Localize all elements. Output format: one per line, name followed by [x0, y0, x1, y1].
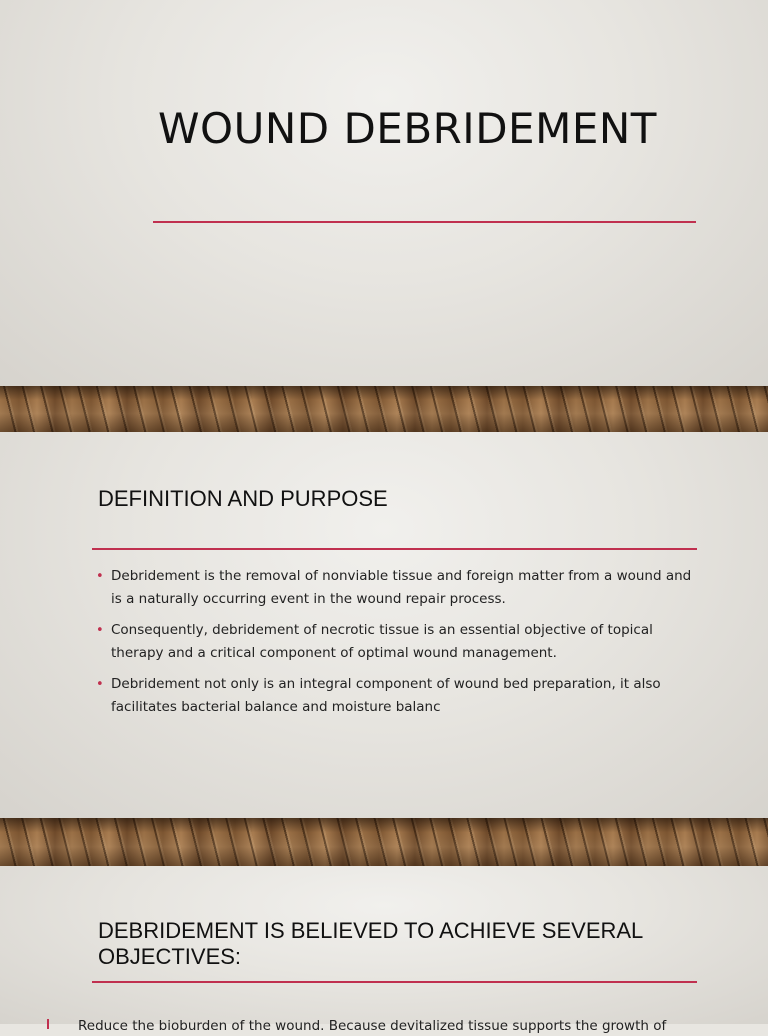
bullet-text: Consequently, debridement of necrotic tissue is an essential objective of topical therapy and a critical component of optimal wound management.	[111, 622, 653, 661]
bullet-marker-icon	[47, 1019, 49, 1029]
bullet-item	[96, 619, 696, 665]
bullet-text: Debridement not only is an integral component of wound bed preparation, it also facilitates bacterial balance and moisture balanc	[111, 676, 661, 715]
objectives-first-item: Reduce the bioburden of the wound. Because devitalized tissue supports the growth of	[78, 1018, 667, 1034]
definition-heading: DEFINITION AND PURPOSE	[98, 486, 388, 511]
definition-underline	[92, 548, 697, 550]
slide-title-heading: WOUND DEBRIDEMENT	[158, 104, 657, 153]
bullet-dot-icon: •	[96, 569, 104, 584]
title-underline	[153, 221, 696, 223]
slide-definition	[0, 432, 768, 818]
bullet-dot-icon: •	[96, 623, 104, 638]
bullet-item	[96, 565, 696, 611]
wood-floor-divider	[0, 818, 768, 866]
objectives-heading: DEBRIDEMENT IS BELIEVED TO ACHIEVE SEVERAL OBJECTIVES:	[98, 918, 643, 969]
slide-title	[0, 0, 768, 386]
objectives-underline	[92, 981, 697, 983]
definition-bullet-list	[96, 565, 696, 727]
bullet-dot-icon: •	[96, 677, 104, 692]
slide-objectives	[0, 866, 768, 1034]
bullet-text: Debridement is the removal of nonviable tissue and foreign matter from a wound and is a naturally occurring event in the wound repair process.	[111, 568, 692, 607]
wood-floor-divider	[0, 386, 768, 432]
bullet-item	[96, 673, 696, 719]
